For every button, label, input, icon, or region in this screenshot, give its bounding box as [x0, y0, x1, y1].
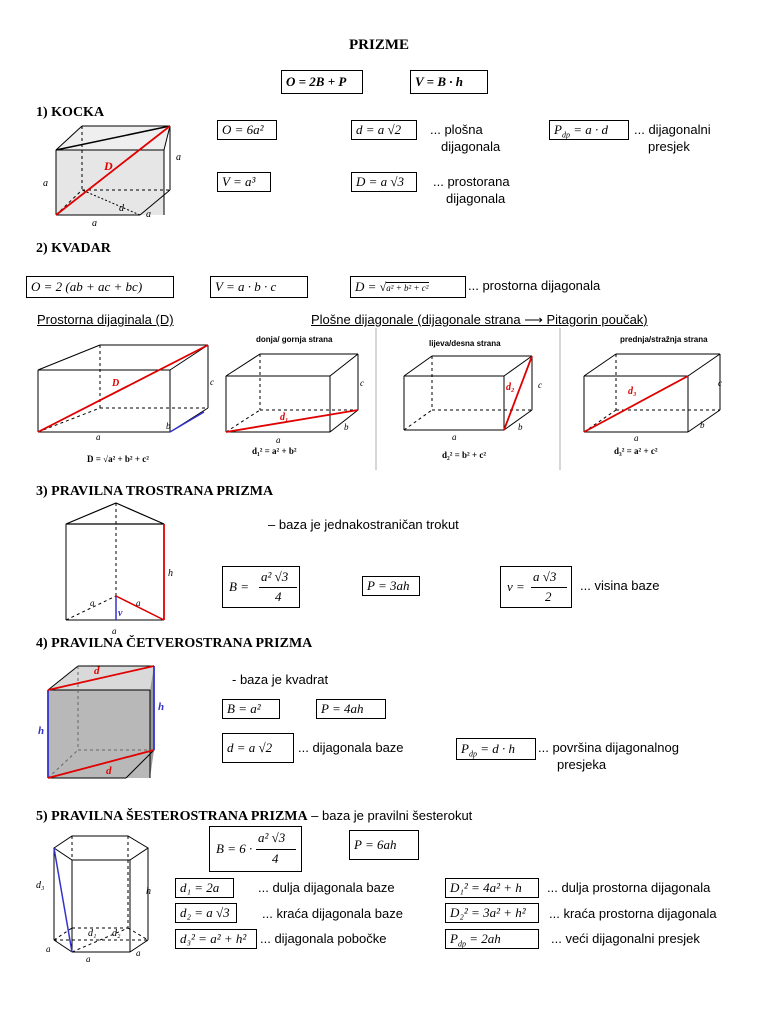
note-hexagon-base: – baza je pravilni šesterokut [311, 808, 473, 823]
panel-label-left-right: lijeva/desna strana [429, 339, 501, 348]
label-a: a [452, 432, 457, 442]
label-a-left: a [46, 944, 51, 954]
formula-triangle-B: B = a² √3 4 [222, 566, 300, 608]
label-d-top: d [94, 665, 100, 677]
note-triangle-height: ... visina baze [580, 578, 660, 593]
label-d-bottom: d [106, 765, 112, 777]
label-h-left: h [38, 725, 45, 737]
section-heading-cetverostrana: 4) PRAVILNA ČETVEROSTRANA PRIZMA [36, 636, 313, 651]
cube-label-d: d [119, 203, 124, 214]
label-d2: d₂ [506, 382, 515, 393]
label-c: c [538, 380, 542, 390]
formula-hexagon-P: P = 6ah [349, 830, 419, 860]
label-a-right: a [136, 598, 141, 608]
label-a: a [96, 432, 101, 442]
formula-cube-face-diagonal: d = a √2 [351, 120, 417, 140]
formula-square-P: P = 4ah [316, 699, 386, 719]
formula-cuboid-space-diagonal: D = √a² + b² + c² [350, 276, 466, 298]
formula-hexagon-D2: D₂² = 3a² + h² [445, 903, 539, 923]
section-heading-row-sesterostrana [36, 808, 472, 825]
label-d1: d₁ [280, 412, 289, 423]
note-hexagon-d1: ... dulja dijagonala baze [258, 880, 395, 895]
note-hexagon-D2: ... kraća prostorna dijagonala [549, 906, 717, 921]
cuboid-side-face-figure [400, 350, 550, 440]
label-h: h [168, 568, 173, 579]
page-title: PRIZME [349, 37, 409, 53]
note-space-diagonal-2: dijagonala [446, 191, 506, 206]
section-heading-kocka: 1) KOCKA [36, 105, 105, 120]
formula-hexagon-Pdp: $P_{dp} = 2ah$ [445, 929, 539, 949]
label-b: b [518, 422, 523, 432]
cube-label-a-bottom: a [92, 218, 97, 229]
formula-hexagon-d2: d₂ = a √3 [175, 903, 237, 923]
label-a-left: a [90, 598, 95, 608]
label-c: c [360, 378, 364, 388]
square-prism-figure [36, 658, 166, 788]
cube-label-a-depth: a [146, 209, 151, 220]
formula-D: D = √a² + b² + c² [87, 454, 149, 464]
label-c: c [210, 377, 214, 387]
formula-hexagon-B: B = 6 · a² √3 4 [209, 826, 302, 872]
section-heading-sesterostrana: 5) PRAVILNA ŠESTEROSTRANA PRIZMA [36, 809, 308, 824]
label-a-bottom: a [86, 954, 91, 964]
label-a-right: a [136, 948, 141, 958]
note-hexagon-Pdp: ... veći dijagonalni presjek [551, 931, 700, 946]
panel-label-front-back: prednja/stražnja strana [620, 335, 708, 344]
triangular-prism-figure [60, 498, 190, 638]
formula-cuboid-volume: V = a · b · c [210, 276, 308, 298]
formula-surface: O = 2B + P [281, 70, 363, 94]
label-b: b [166, 421, 171, 431]
label-d3: d₃ [628, 386, 637, 397]
formula-cube-diag-section: $P_{dp} = a \cdot d$ [549, 120, 629, 140]
label-v: v [118, 608, 123, 619]
cube-label-a-left: a [43, 178, 48, 189]
formula-volume: V = B · h [410, 70, 488, 94]
cuboid-space-diagonal-figure [30, 340, 220, 440]
cube-label-a-right: a [176, 152, 181, 163]
formula-d1: d₁² = a² + b² [252, 446, 297, 456]
formula-cube-volume: V = a³ [217, 172, 271, 192]
cuboid-front-face-figure [580, 348, 740, 443]
note-hexagon-d2: ... kraća dijagonala baze [262, 906, 403, 921]
label-h-right: h [158, 701, 165, 713]
formula-d3: d₃² = a² + c² [614, 446, 658, 456]
hexagonal-prism-figure [32, 828, 162, 968]
note-cuboid-space-diagonal: ... prostorna dijagonala [468, 278, 601, 293]
note-hexagon-D1: ... dulja prostorna dijagonala [547, 880, 711, 895]
formula-d2: d₂² = b² + c² [442, 450, 487, 460]
formula-hexagon-d1: d₁ = 2a [175, 878, 234, 898]
formula-square-d: d = a √2 [222, 733, 294, 763]
note-square-base: - baza je kvadrat [232, 672, 329, 687]
formula-triangle-P: P = 3ah [362, 576, 420, 596]
label-b: b [344, 422, 349, 432]
note-face-diagonal-2: dijagonala [441, 139, 501, 154]
formula-cuboid-surface: O = 2 (ab + ac + bc) [26, 276, 174, 298]
note-square-d: ... dijagonala baze [298, 740, 404, 755]
caption-space-diagonal: Prostorna dijaginala (D) [37, 312, 174, 327]
label-a: a [276, 435, 281, 445]
cube-label-D: D [104, 159, 113, 173]
formula-cube-space-diagonal: D = a √3 [351, 172, 417, 192]
label-h: h [146, 886, 151, 897]
note-triangle-base: – baza je jednakostraničan trokut [268, 517, 459, 532]
note-face-diagonal-1: ... plošna [430, 122, 483, 137]
formula-triangle-v: v = a √3 2 [500, 566, 572, 608]
note-diag-section-1: ... dijagonalni [634, 122, 711, 137]
note-square-Pdp-1: ... površina dijagonalnog [538, 740, 679, 755]
formula-cube-surface: O = 6a² [217, 120, 277, 140]
formula-hexagon-D1: D₁² = 4a² + h [445, 878, 539, 898]
label-d3: d₃ [36, 880, 45, 891]
label-d2: d₂ [112, 928, 121, 939]
cuboid-bottom-face-figure [222, 348, 372, 445]
label-d1: d₁ [88, 928, 97, 939]
label-D: D [112, 378, 120, 389]
label-a: a [634, 433, 639, 443]
note-square-Pdp-2: presjeka [557, 757, 607, 772]
note-space-diagonal-1: ... prostorana [433, 174, 510, 189]
label-b: b [700, 420, 705, 430]
formula-square-Pdp: $P_{dp} = d \cdot h$ [456, 738, 536, 760]
label-a-bottom: a [112, 626, 117, 636]
panel-label-bottom-top: donja/ gornja strana [256, 335, 333, 344]
note-hexagon-d3: ... dijagonala pobočke [260, 931, 387, 946]
formula-square-B: B = a² [222, 699, 280, 719]
formula-hexagon-d3: d₃² = a² + h² [175, 929, 257, 949]
note-diag-section-2: presjek [648, 139, 690, 154]
section-heading-kvadar: 2) KVADAR [36, 241, 111, 256]
section-heading-trostrana: 3) PRAVILNA TROSTRANA PRIZMA [36, 484, 274, 499]
caption-face-diagonals: Plošne dijagonale (dijagonale strana ⟶ Pitagorin poučak) [311, 312, 648, 327]
label-c: c [718, 378, 722, 388]
